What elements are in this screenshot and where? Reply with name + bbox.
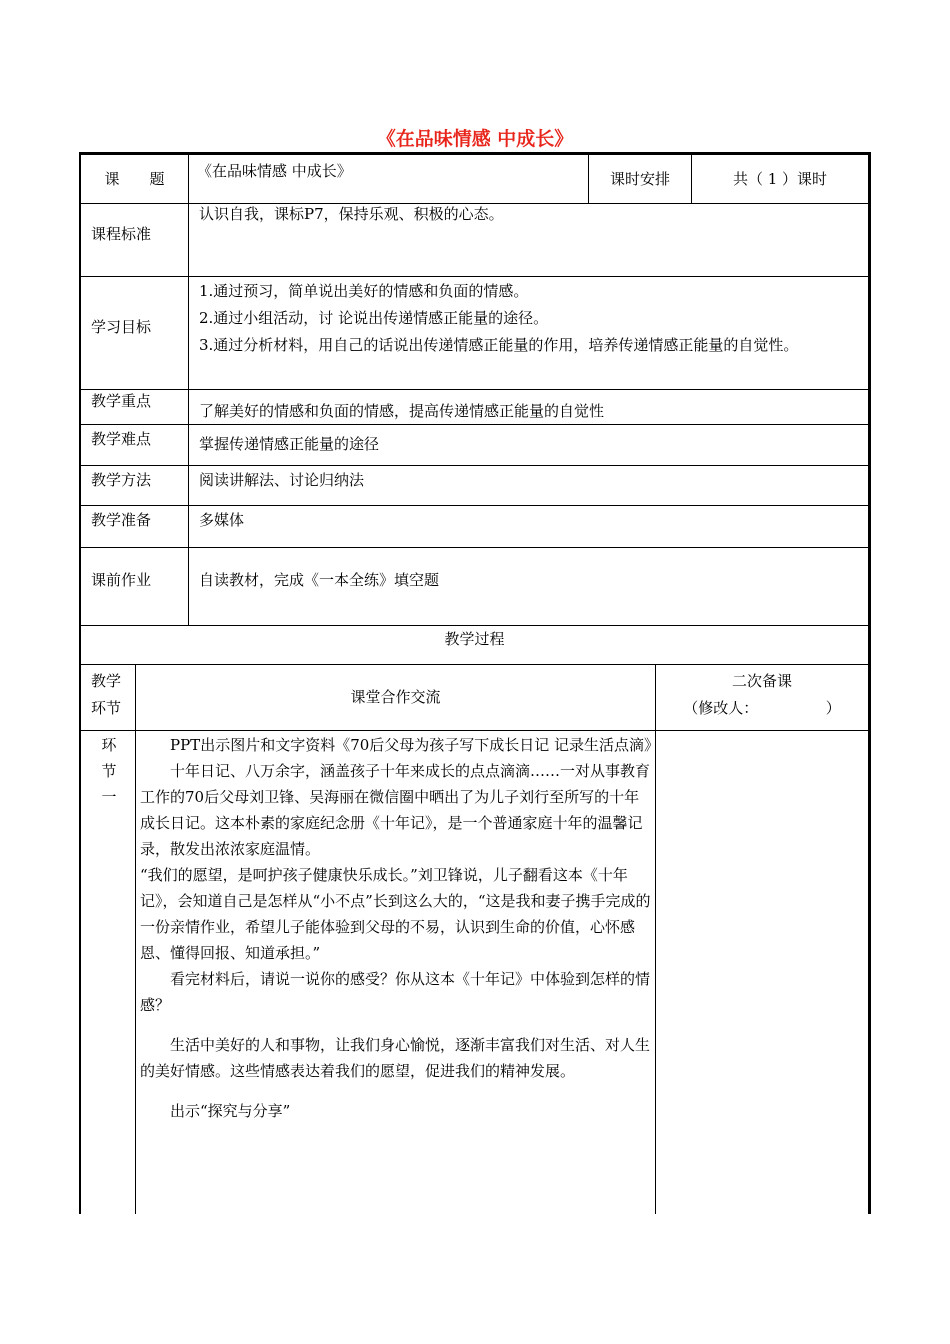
activity-content [140,732,660,1124]
standard-value: 认识自我，课标P7，保持乐观、积极的心态。 [199,205,504,223]
content-paragraph: 生活中美好的人和事物，让我们身心愉悦，逐渐丰富我们对生活、对人生的美好情感。这些情感表达着我们的愿望，促进我们的精神发展。 [140,1036,651,1080]
preparation-label: 教学准备 [91,511,152,529]
row-divider [79,547,871,548]
revision-title: 二次备课 [731,672,792,690]
lesson-plan-table [79,152,871,1214]
goal-item: 1.通过预习，简单说出美好的情感和负面的情感。 [199,282,529,300]
row-divider [79,505,871,506]
difficulties-value: 掌握传递情感正能量的途径 [199,435,380,453]
methods-value: 阅读讲解法、讨论归纳法 [199,471,365,489]
process-heading: 教学过程 [444,630,505,648]
goal-item: 3.通过分析材料，用自己的话说出传递情感正能量的作用，培养传递情感正能量的自觉性。 [199,336,799,354]
column-divider [135,664,136,1214]
homework-value: 自读教材，完成《一本全练》填空题 [199,571,440,589]
table-border-left [79,152,81,1214]
activity-column-header: 课堂合作交流 [350,688,441,706]
row-divider [79,424,871,425]
content-paragraph: 出示“探究与分享” [170,1102,291,1120]
stage-label: 环节一 [101,736,117,806]
methods-label: 教学方法 [91,471,152,489]
standard-label: 课程标准 [91,225,152,243]
key-points-label: 教学重点 [91,392,152,410]
schedule-label: 课时安排 [609,170,670,188]
row-divider [79,276,871,277]
preparation-value: 多媒体 [199,511,245,529]
table-border-right [868,152,871,1214]
row-divider [79,730,871,731]
document-title: 《在品味情感 中成长》 [376,128,574,150]
difficulties-label: 教学难点 [91,430,152,448]
content-paragraph: “我们的愿望，是呵护孩子健康快乐成长。”刘卫锋说，儿子翻看这本《十年记》，会知道自己是怎样从“小不点”长到这么大的，“这是我和妻子携手完成的一份亲情作业，希望儿子能体验到父母的不易，认识到生命的价值，心怀感恩、懂得回报、知道承担。” [140,866,651,962]
revision-column-header [656,668,868,722]
content-paragraph: PPT出示图片和文字资料《70后父母为孩子写下成长日记 记录生活点滴》 [170,736,660,754]
content-paragraph: 看完材料后，请说一说你的感受？你从这本《十年记》中体验到怎样的情感？ [140,970,651,1014]
row-divider [79,465,871,466]
homework-label: 课前作业 [91,571,152,589]
revision-editor: （修改人： ） [683,699,841,717]
goal-item: 2.通过小组活动，讨 论说出传递情感正能量的途径。 [199,309,549,327]
column-divider [188,152,189,625]
row-divider [79,389,871,390]
stage-column-header: 教学环节 [91,672,122,717]
key-points-value: 了解美好的情感和负面的情感，提高传递情感正能量的自觉性 [199,402,605,420]
content-paragraph: 十年日记、八万余字，涵盖孩子十年来成长的点点滴滴……一对从事教育工作的70后父母刘卫锋、吴海丽在微信圈中晒出了为儿子刘行至所写的十年成长日记。这本朴素的家庭纪念册《十年记》，是一个普通家庭十年的温馨记录，散发出浓浓家庭温情。 [140,762,651,858]
goals-label: 学习目标 [91,318,152,336]
topic-label: 课 题 [104,170,165,188]
topic-value: 《在品味情感 中成长》 [197,162,352,180]
schedule-value: 共（ 1 ）课时 [732,170,828,188]
goals-list [199,278,839,359]
